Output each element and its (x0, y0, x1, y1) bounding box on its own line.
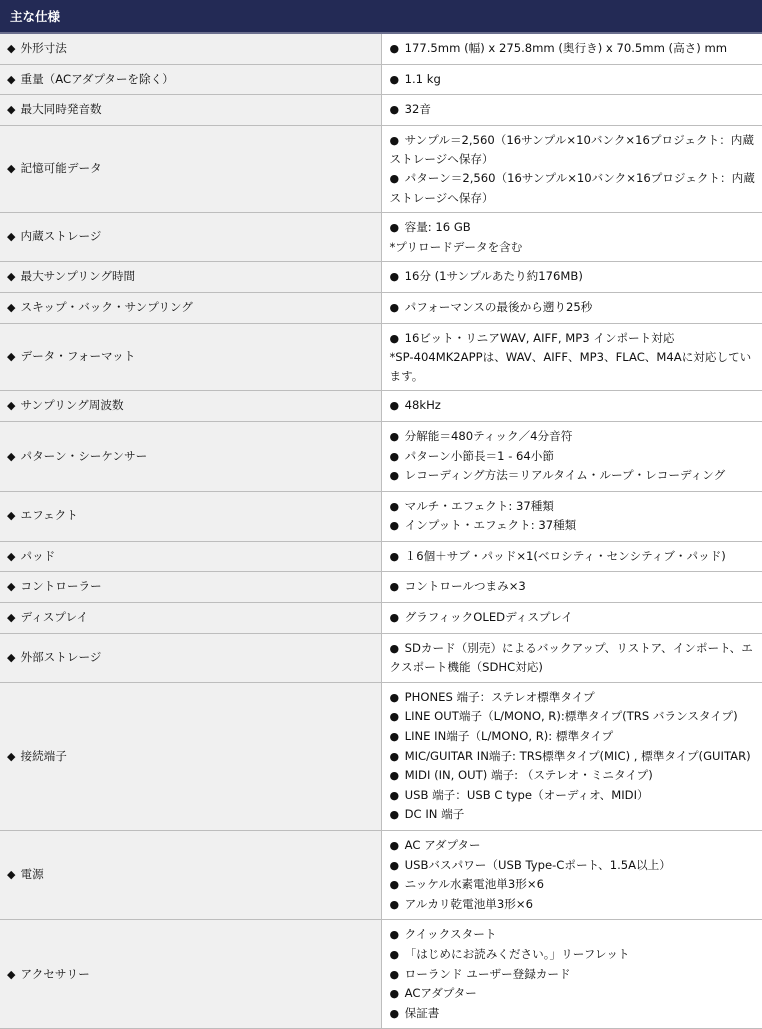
spec-label-cell (0, 33, 381, 64)
spec-label: データ・フォーマット (20, 349, 136, 364)
spec-value-line (390, 1004, 757, 1024)
spec-value-text: 32音 (404, 102, 431, 117)
spec-row (0, 682, 762, 830)
spec-label: 内蔵ストレージ (20, 229, 102, 244)
spec-value-text: PHONES 端子：ステレオ標準タイプ (404, 689, 595, 704)
bullet-icon: ● (389, 878, 403, 892)
bullet-icon: ● (389, 690, 403, 704)
spec-value-cell (381, 64, 762, 95)
spec-value-line (390, 766, 757, 786)
spec-value-line (390, 608, 757, 628)
spec-value-text: DC IN 端子 (404, 807, 465, 822)
spec-value-text: グラフィックOLEDディスプレイ (404, 610, 573, 625)
spec-value-line (390, 218, 757, 238)
bullet-icon: ● (389, 499, 403, 513)
spec-value-line (390, 516, 757, 536)
spec-value-line (390, 131, 757, 169)
bullet-icon: ● (389, 171, 403, 185)
spec-label: ディスプレイ (20, 610, 89, 625)
spec-value-cell (381, 682, 762, 830)
spec-value-text: コントロールつまみ×3 (404, 579, 526, 594)
spec-label: 最大同時発音数 (20, 102, 102, 117)
spec-row (0, 603, 762, 634)
bullet-icon: ● (389, 300, 403, 314)
diamond-bullet-icon: ◆ (7, 650, 16, 664)
spec-value-line (390, 547, 757, 567)
spec-value-text: レコーディング方法＝リアルタイム・ループ・レコーディング (404, 468, 726, 483)
spec-label: 外形寸法 (20, 41, 67, 55)
bullet-icon: ● (389, 331, 403, 345)
spec-value-text: ローランド ユーザー登録カード (404, 966, 571, 981)
spec-value-cell (381, 633, 762, 682)
bullet-icon: ● (389, 399, 403, 413)
spec-value-line (390, 805, 757, 825)
spec-value-line (390, 100, 757, 120)
bullet-icon: ● (389, 947, 403, 961)
spec-label-cell (0, 64, 381, 95)
bullet-icon: ● (389, 103, 403, 117)
spec-row (0, 831, 762, 920)
bullet-icon: ● (389, 641, 403, 655)
spec-label-cell (0, 541, 381, 572)
spec-label-cell (0, 421, 381, 491)
spec-value-line (390, 466, 757, 486)
bullet-icon: ● (389, 839, 403, 852)
spec-value-line (390, 895, 757, 915)
spec-value-text: インプット・エフェクト: 37種類 (404, 518, 577, 533)
diamond-bullet-icon: ◆ (7, 230, 16, 244)
spec-value-line (390, 875, 757, 895)
spec-label: サンプリング周波数 (20, 398, 124, 413)
spec-value-cell (381, 421, 762, 491)
spec-value-cell (381, 541, 762, 572)
spec-label: アクセサリー (20, 966, 90, 981)
diamond-bullet-icon: ◆ (7, 162, 16, 176)
spec-value-line (390, 298, 757, 318)
spec-label: 電源 (20, 867, 44, 882)
spec-label: スキップ・バック・サンプリング (20, 299, 193, 314)
spec-row (0, 292, 762, 323)
spec-label-cell (0, 920, 381, 1029)
spec-value-line (390, 925, 757, 945)
spec-row (0, 491, 762, 541)
diamond-bullet-icon: ◆ (7, 868, 16, 882)
bullet-icon: ● (389, 72, 403, 86)
spec-label-cell (0, 391, 381, 422)
diamond-bullet-icon: ◆ (7, 399, 16, 413)
spec-value-text: MIC/GUITAR IN端子: TRS標準タイプ(MIC) , 標準タイプ(GUITAR) (404, 748, 751, 763)
spec-value-line (390, 267, 757, 287)
spec-label-cell (0, 572, 381, 603)
spec-row (0, 262, 762, 293)
spec-row (0, 541, 762, 572)
diamond-bullet-icon: ◆ (7, 270, 16, 284)
spec-row (0, 391, 762, 422)
spec-value-line (390, 169, 757, 207)
bullet-icon: ● (389, 221, 403, 235)
spec-value-text: クイックスタート (404, 927, 497, 942)
spec-value-line (390, 747, 757, 767)
spec-label-cell (0, 213, 381, 262)
spec-value-text: 48kHz (404, 398, 441, 413)
diamond-bullet-icon: ◆ (7, 580, 16, 594)
bullet-icon: ● (389, 788, 403, 802)
spec-label: パターン・シーケンサー (20, 448, 148, 463)
spec-label: エフェクト (20, 508, 78, 523)
spec-value-text: AC アダプター (404, 838, 481, 852)
spec-value-cell (381, 603, 762, 634)
spec-value-cell (381, 292, 762, 323)
spec-row (0, 323, 762, 391)
spec-table-title: 主な仕様 (0, 0, 762, 33)
bullet-icon: ● (389, 808, 403, 822)
bullet-icon: ● (389, 429, 403, 443)
bullet-icon: ● (389, 42, 403, 55)
spec-value-text: アルカリ乾電池単3形×6 (404, 896, 533, 911)
spec-value-text: USBバスパワー（USB Type-Cポート、1.5A以上） (404, 857, 671, 872)
spec-value-line (390, 984, 757, 1004)
bullet-icon: ● (389, 858, 403, 872)
spec-value-text: MIDI (IN, OUT) 端子: （ステレオ・ミニタイプ) (404, 768, 653, 783)
spec-row (0, 64, 762, 95)
spec-value-line (390, 577, 757, 597)
spec-value-line (390, 427, 757, 447)
spec-value-cell (381, 920, 762, 1029)
spec-label-cell (0, 603, 381, 634)
spec-row (0, 633, 762, 682)
diamond-bullet-icon: ◆ (7, 509, 16, 523)
spec-value-text: パターン＝2,560（16サンプル×10バンク×16プロジェクト：内蔵ストレージへ保存） (389, 170, 755, 205)
spec-value-text: ACアダプター (404, 986, 477, 1001)
bullet-icon: ● (389, 967, 403, 981)
diamond-bullet-icon: ◆ (7, 300, 16, 314)
spec-row (0, 421, 762, 491)
spec-value-cell (381, 831, 762, 920)
spec-value-text: LINE IN端子（L/MONO, R): 標準タイプ (404, 729, 614, 744)
spec-value-text: 「はじめにお読みください。」リーフレット (404, 946, 630, 961)
spec-value-text: 容量: 16 GB (404, 220, 471, 235)
spec-row (0, 920, 762, 1029)
spec-label: パッド (20, 548, 56, 563)
spec-value-text: *プリロードデータを含む (389, 239, 523, 254)
bullet-icon: ● (389, 449, 403, 463)
spec-table-header-row (0, 0, 762, 33)
spec-label-cell (0, 95, 381, 126)
spec-label-cell (0, 491, 381, 541)
spec-value-line (390, 348, 757, 385)
spec-label: 接続端子 (20, 748, 67, 763)
spec-label: コントローラー (20, 579, 102, 594)
spec-value-text: LINE OUT端子（L/MONO, R):標準タイプ(TRS バランスタイプ) (404, 709, 738, 724)
spec-label: 外部ストレージ (20, 649, 102, 664)
bullet-icon: ● (389, 519, 403, 533)
spec-value-line (390, 329, 757, 349)
spec-label: 記憶可能データ (20, 161, 102, 176)
spec-row (0, 572, 762, 603)
spec-value-line (390, 965, 757, 985)
spec-row (0, 125, 762, 212)
spec-value-cell (381, 125, 762, 212)
spec-label-cell (0, 292, 381, 323)
spec-value-text: サンプル＝2,560（16サンプル×10バンク×16プロジェクト：内蔵ストレージへ保存） (389, 132, 754, 167)
spec-label: 重量（ACアダプターを除く） (20, 71, 174, 86)
spec-value-line (390, 688, 757, 708)
spec-label-cell (0, 682, 381, 830)
bullet-icon: ● (389, 549, 403, 563)
spec-value-text: USB 端子：USB C type（オーディオ、MIDI） (404, 787, 649, 802)
bullet-icon: ● (389, 987, 403, 1001)
spec-label-cell (0, 831, 381, 920)
spec-value-text: 177.5mm (幅) x 275.8mm (奥行き) x 70.5mm (高さ) mm (404, 41, 728, 55)
spec-value-cell (381, 572, 762, 603)
spec-value-text: １6個＋サブ・パッド×1(ベロシティ・センシティブ・パッド) (404, 548, 726, 563)
spec-value-line (390, 238, 757, 257)
spec-value-line (390, 639, 757, 677)
spec-value-text: 1.1 kg (404, 71, 441, 86)
bullet-icon: ● (389, 1006, 403, 1020)
bullet-icon: ● (389, 469, 403, 483)
bullet-icon: ● (389, 749, 403, 763)
bullet-icon: ● (389, 580, 403, 594)
spec-value-text: パターン小節長＝1 - 64小節 (404, 448, 554, 463)
spec-value-cell (381, 391, 762, 422)
bullet-icon: ● (389, 611, 403, 625)
spec-table-body (0, 33, 762, 1029)
spec-value-text: マルチ・エフェクト: 37種類 (404, 498, 554, 513)
spec-value-line (390, 727, 757, 747)
spec-label-cell (0, 633, 381, 682)
spec-value-cell (381, 213, 762, 262)
spec-value-line (390, 447, 757, 467)
spec-row (0, 213, 762, 262)
bullet-icon: ● (389, 133, 403, 147)
spec-value-line (390, 70, 757, 90)
spec-value-cell (381, 33, 762, 64)
spec-value-line (390, 497, 757, 517)
spec-value-line (390, 856, 757, 876)
diamond-bullet-icon: ◆ (7, 350, 16, 364)
spec-value-text: ニッケル水素電池単3形×6 (404, 877, 544, 892)
bullet-icon: ● (389, 769, 403, 783)
spec-value-text: 16分 (1サンプルあたり約176MB) (404, 269, 583, 284)
bullet-icon: ● (389, 730, 403, 744)
spec-value-cell (381, 262, 762, 293)
diamond-bullet-icon: ◆ (7, 549, 16, 563)
spec-value-line (390, 945, 757, 965)
spec-value-text: 16ビット・リニアWAV, AIFF, MP3 インポート対応 (404, 330, 675, 345)
bullet-icon: ● (389, 270, 403, 284)
spec-value-text: SDカード（別売）によるバックアップ、リストア、インポート、エクスポート機能（SDHC対応) (389, 640, 753, 675)
bullet-icon: ● (389, 928, 403, 942)
bullet-icon: ● (389, 710, 403, 724)
spec-value-line (390, 836, 757, 856)
spec-value-line (390, 786, 757, 806)
spec-value-text: 分解能＝480ティック／4分音符 (404, 428, 573, 443)
spec-value-line (390, 707, 757, 727)
spec-value-line (390, 396, 757, 416)
spec-row (0, 95, 762, 126)
spec-label-cell (0, 323, 381, 391)
spec-label-cell (0, 125, 381, 212)
spec-value-text: *SP-404MK2APPは、WAV、AIFF、MP3、FLAC、M4Aに対応しています。 (389, 350, 752, 383)
bullet-icon: ● (389, 897, 403, 911)
diamond-bullet-icon: ◆ (7, 72, 16, 86)
spec-row (0, 33, 762, 64)
spec-value-text: パフォーマンスの最後から遡り25秒 (404, 299, 593, 314)
spec-label-cell (0, 262, 381, 293)
spec-label: 最大サンプリング時間 (20, 269, 136, 284)
diamond-bullet-icon: ◆ (7, 103, 16, 117)
spec-value-cell (381, 491, 762, 541)
diamond-bullet-icon: ◆ (7, 749, 16, 763)
spec-value-cell (381, 95, 762, 126)
diamond-bullet-icon: ◆ (7, 42, 16, 55)
spec-value-line (390, 39, 757, 59)
diamond-bullet-icon: ◆ (7, 611, 16, 625)
diamond-bullet-icon: ◆ (7, 967, 16, 981)
spec-value-text: 保証書 (404, 1005, 440, 1020)
spec-value-cell (381, 323, 762, 391)
diamond-bullet-icon: ◆ (7, 449, 16, 463)
